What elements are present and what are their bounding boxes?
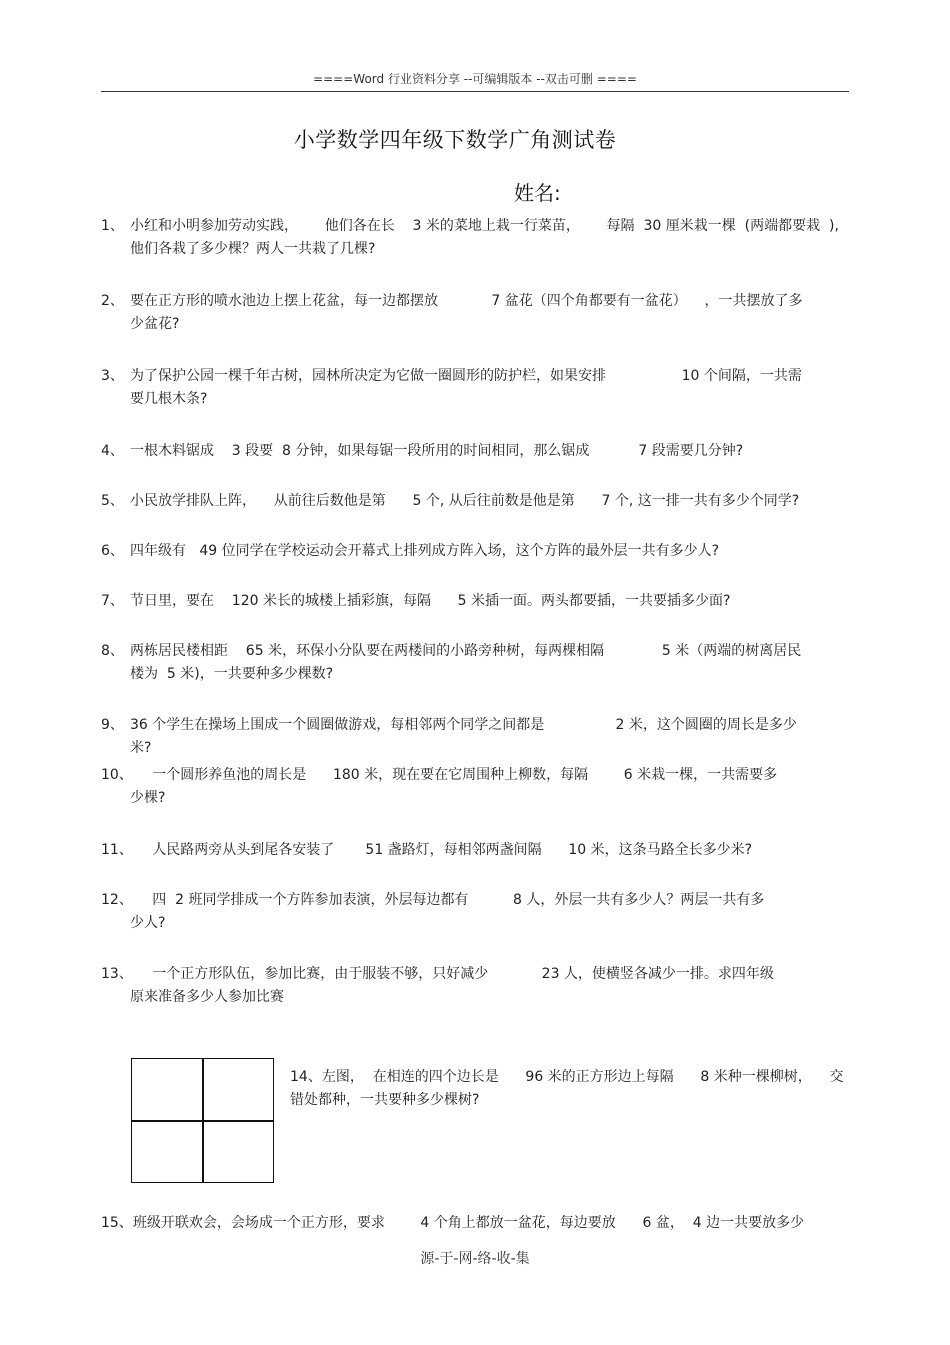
- question-number: 11、: [101, 842, 133, 858]
- question-text: 节日里，要在 120 米长的城楼上插彩旗，每隔 5 米插一面。两头都要插，一共要插多少面?: [130, 593, 731, 609]
- name-label: 姓名:: [514, 181, 561, 205]
- page-title: 小学数学四年级下数学广角测试卷: [293, 128, 617, 152]
- question-11: [101, 839, 849, 862]
- question-7: [101, 590, 849, 613]
- page-header: ====Word 行业资料分享 --可编辑版本 --双击可删 ====: [313, 72, 637, 86]
- question-9: [101, 714, 849, 760]
- question-text: 一根木料锯成 3 段要 8 分钟，如果每锯一段所用的时间相同，那么锯成 7 段需要几分钟?: [130, 443, 744, 459]
- question-text: 四 2 班同学排成一个方阵参加表演，外层每边都有 8 人，外层一共有多少人？两层一共有多 少人?: [130, 892, 765, 931]
- question-1: [101, 215, 849, 261]
- question-number: 2、: [101, 293, 124, 309]
- question-4: [101, 440, 849, 463]
- question-text: 一个正方形队伍，参加比赛，由于服装不够，只好减少 23 人，使横竖各减少一排。求四年级 原来准备多少人参加比赛: [130, 966, 774, 1005]
- question-number: 10、: [101, 767, 133, 783]
- question-text: 小红和小明参加劳动实践， 他们各在长 3 米的菜地上栽一行菜苗， 每隔 30 厘米栽一棵 (两端都要栽 ), 他们各栽了多少棵？两人一共栽了几棵?: [130, 218, 839, 257]
- question-number: 6、: [101, 543, 124, 559]
- question-number: 3、: [101, 368, 124, 384]
- question-15: [101, 1212, 849, 1235]
- question-number: 5、: [101, 493, 124, 509]
- four-squares-figure: [131, 1058, 274, 1183]
- question-text: 要在正方形的喷水池边上摆上花盆，每一边都摆放 7 盆花（四个角都要有一盆花） ，一共摆放了多 少盆花?: [130, 293, 803, 332]
- question-2: [101, 290, 849, 336]
- question-text: 四年级有 49 位同学在学校运动会开幕式上排列成方阵入场，这个方阵的最外层一共有多少人?: [130, 543, 720, 559]
- question-number: 12、: [101, 892, 133, 908]
- question-13: [101, 963, 849, 1009]
- question-text: 为了保护公园一棵千年古树，园林所决定为它做一圈圆形的防护栏，如果安排 10 个间隔，一共需 要几根木条?: [130, 368, 802, 407]
- question-6: [101, 540, 849, 563]
- question-12: [101, 889, 849, 935]
- question-number: 9、: [101, 717, 124, 733]
- question-text: 小民放学排队上阵， 从前往后数他是第 5 个, 从后往前数是他是第 7 个, 这一排一共有多少个同学?: [130, 493, 800, 509]
- question-number: 4、: [101, 443, 124, 459]
- question-number: 7、: [101, 593, 124, 609]
- question-text: 36 个学生在操场上围成一个圆圈做游戏，每相邻两个同学之间都是 2 米，这个圆圈的周长是多少 米?: [130, 717, 797, 756]
- question-5: [101, 490, 849, 513]
- question-number: 13、: [101, 966, 133, 982]
- page-footer: 源-于-网-络-收-集: [420, 1251, 530, 1267]
- question-number: 8、: [101, 643, 124, 659]
- question-text: 15、班级开联欢会，会场成一个正方形，要求 4 个角上都放一盆花，每边要放 6 盆， 4 边一共要放多少: [101, 1215, 805, 1231]
- figure-horizontal-divider: [132, 1120, 273, 1122]
- question-8: [101, 640, 849, 686]
- question-10: [101, 764, 849, 810]
- question-number: 1、: [101, 218, 124, 234]
- question-text: 人民路两旁从头到尾各安装了 51 盏路灯，每相邻两盏间隔 10 米，这条马路全长多少米?: [130, 842, 753, 858]
- question-3: [101, 365, 849, 411]
- header-divider: [101, 91, 849, 92]
- question-text: 两栋居民楼相距 65 米，环保小分队要在两楼间的小路旁种树，每两棵相隔 5 米（两端的树离居民 楼为 5 米)，一共要种多少棵数?: [130, 643, 802, 682]
- question-14-text: 14、左图， 在相连的四个边长是 96 米的正方形边上每隔 8 米种一棵柳树， 交 错处都种，一共要种多少棵树?: [290, 1069, 844, 1108]
- question-text: 一个圆形养鱼池的周长是 180 米，现在要在它周围种上柳数，每隔 6 米栽一棵，一共需要多 少棵?: [130, 767, 778, 806]
